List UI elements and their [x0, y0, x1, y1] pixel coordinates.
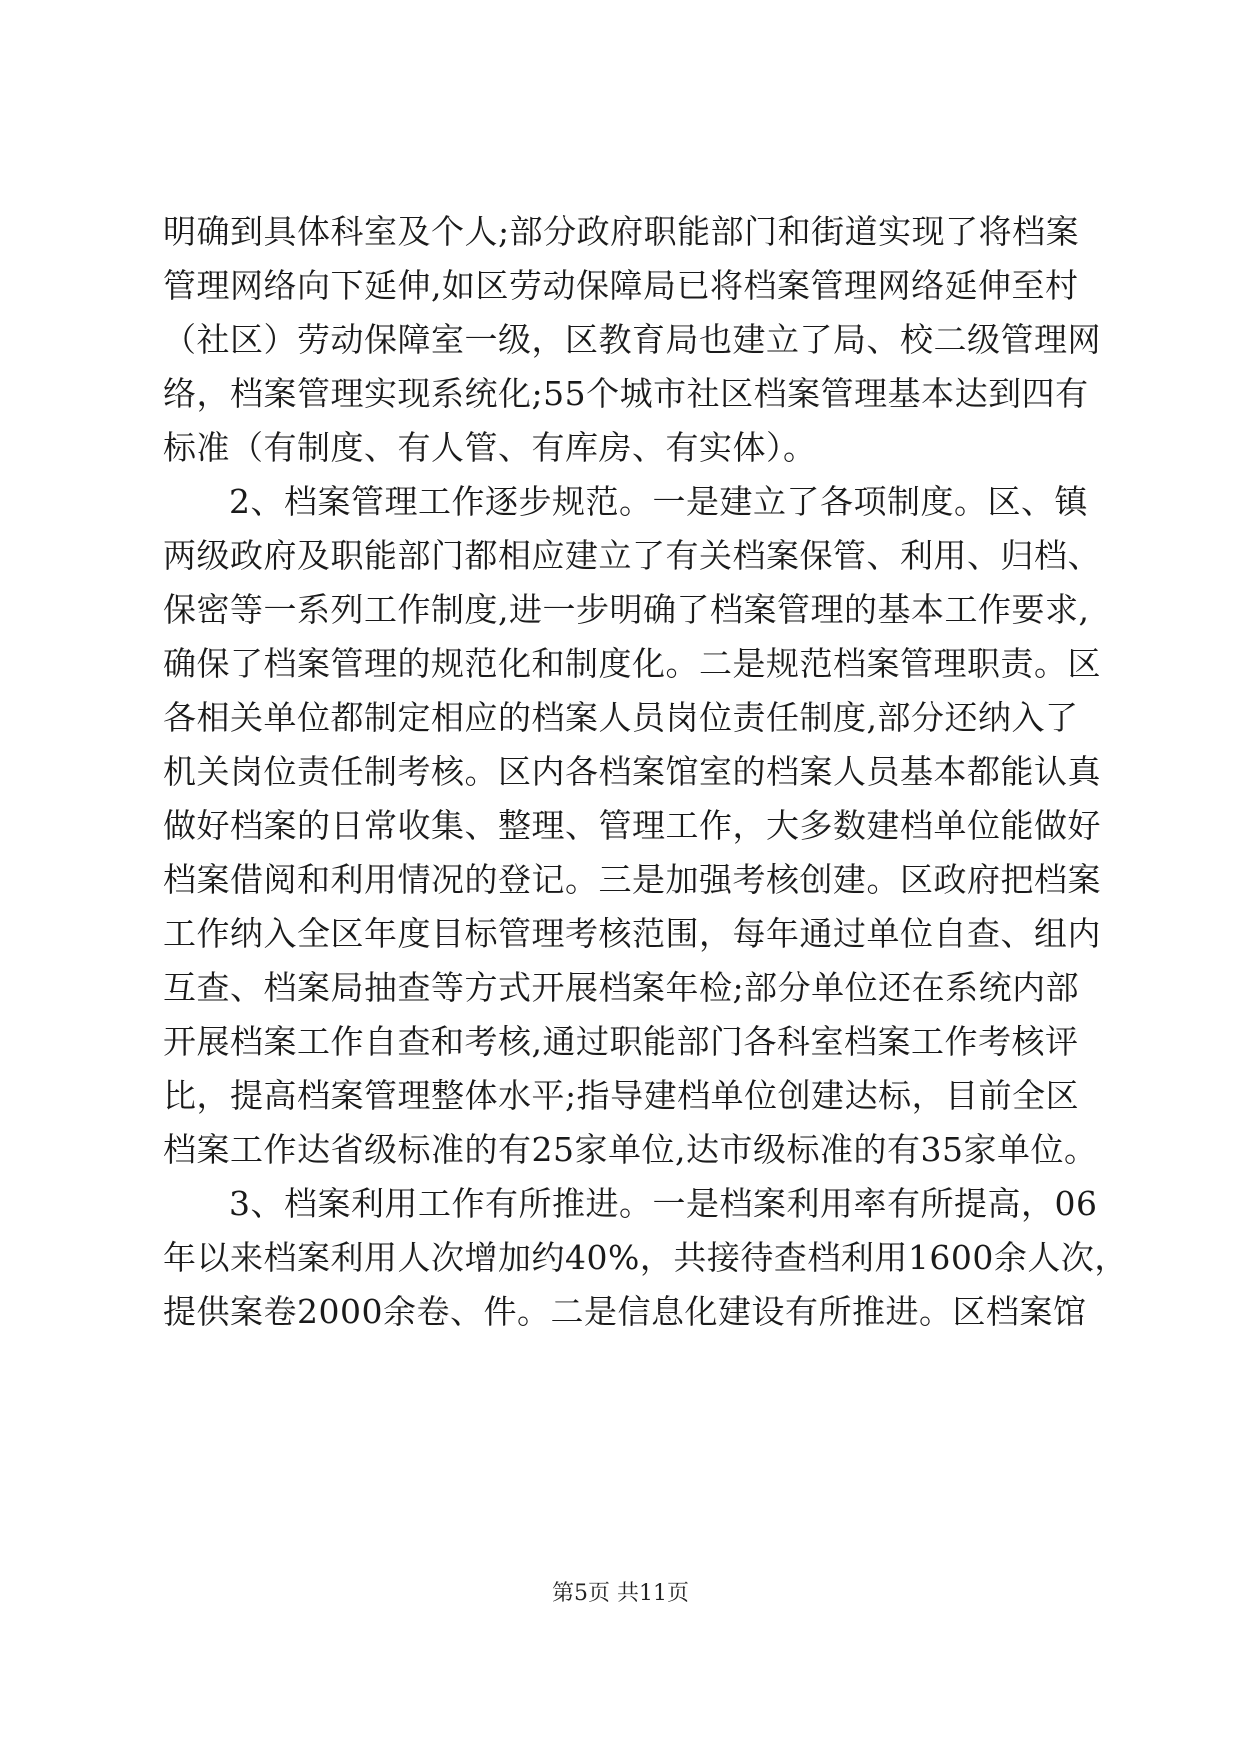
text-line: 两级政府及职能部门都相应建立了有关档案保管、利用、归档、	[163, 536, 1101, 575]
text-line: 做好档案的日常收集、整理、管理工作，大多数建档单位能做好	[163, 806, 1101, 845]
text-line: 档案工作达省级标准的有25家单位,达市级标准的有35家单位。	[163, 1130, 1098, 1169]
text-line: 明确到具体科室及个人;部分政府职能部门和街道实现了将档案	[163, 212, 1080, 251]
text-line: 工作纳入全区年度目标管理考核范围，每年通过单位自查、组内	[163, 914, 1101, 953]
text-line: 年以来档案利用人次增加约40%，共接待查档利用1600余人次，	[163, 1238, 1128, 1277]
text-line: 络，档案管理实现系统化;55个城市社区档案管理基本达到四有	[163, 374, 1089, 413]
paragraph-start-line: 2、档案管理工作逐步规范。一是建立了各项制度。区、镇	[229, 482, 1088, 521]
paragraph-start-line: 3、档案利用工作有所推进。一是档案利用率有所提高，06	[229, 1184, 1098, 1223]
text-line: 各相关单位都制定相应的档案人员岗位责任制度,部分还纳入了	[163, 698, 1079, 737]
text-line: 保密等一系列工作制度,进一步明确了档案管理的基本工作要求,	[163, 590, 1090, 629]
text-line: 互查、档案局抽查等方式开展档案年检;部分单位还在系统内部	[163, 968, 1080, 1007]
text-line: 档案借阅和利用情况的登记。三是加强考核创建。区政府把档案	[163, 860, 1101, 899]
text-line: 机关岗位责任制考核。区内各档案馆室的档案人员基本都能认真	[163, 752, 1101, 791]
text-line: 标准（有制度、有人管、有库房、有实体）。	[163, 428, 817, 467]
text-line: 确保了档案管理的规范化和制度化。二是规范档案管理职责。区	[163, 644, 1101, 683]
text-line: 管理网络向下延伸,如区劳动保障局已将档案管理网络延伸至村	[163, 266, 1079, 305]
page-number-footer: 第5页 共11页	[552, 1581, 689, 1606]
text-line: 比，提高档案管理整体水平;指导建档单位创建达标，目前全区	[163, 1076, 1080, 1115]
text-line: 提供案卷2000余卷、件。二是信息化建设有所推进。区档案馆	[163, 1292, 1087, 1331]
text-line: （社区）劳动保障室一级，区教育局也建立了局、校二级管理网	[163, 320, 1101, 359]
text-line: 开展档案工作自查和考核,通过职能部门各科室档案工作考核评	[163, 1022, 1079, 1061]
